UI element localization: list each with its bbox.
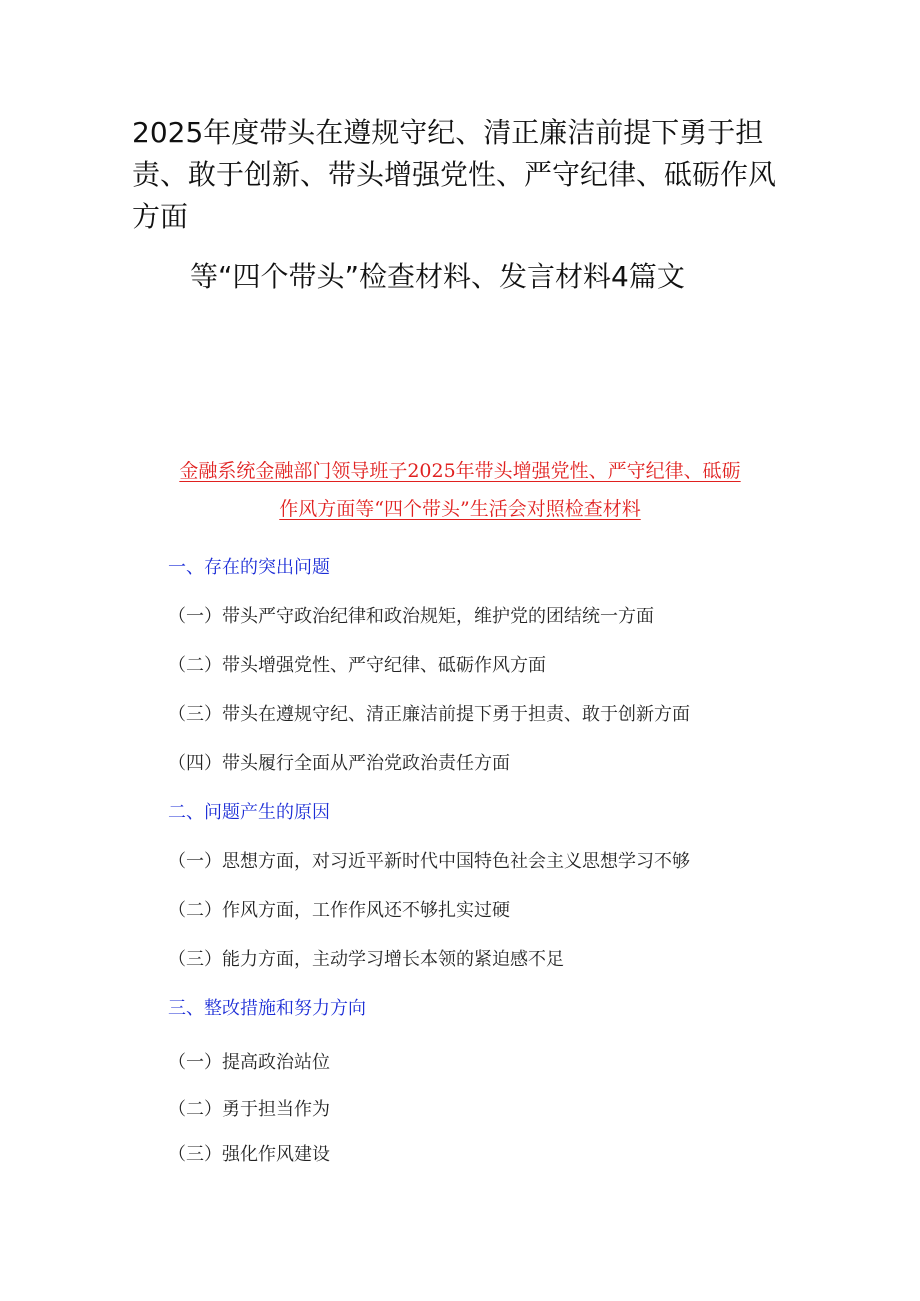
list-item: （四）带头履行全面从严治党政治责任方面 — [168, 753, 510, 774]
list-item: （二）带头增强党性、严守纪律、砥砺作风方面 — [168, 655, 546, 676]
list-item: （一）提高政治站位 — [168, 1052, 330, 1073]
list-item: （三）强化作风建设 — [168, 1144, 330, 1165]
list-item: （一）思想方面，对习近平新时代中国特色社会主义思想学习不够 — [168, 851, 690, 872]
list-item: （一）带头严守政治纪律和政治规矩，维护党的团结统一方面 — [168, 606, 654, 627]
section-heading-2: 二、问题产生的原因 — [168, 802, 330, 823]
list-item: （三）能力方面，主动学习增长本领的紧迫感不足 — [168, 949, 564, 970]
list-item: （三）带头在遵规守纪、清正廉洁前提下勇于担责、敢于创新方面 — [168, 704, 690, 725]
page-title-continuation: 等“四个带头”检查材料、发言材料4篇文 — [190, 260, 685, 293]
document-title-line1: 金融系统金融部门领导班子2025年带头增强党性、严守纪律、砥砺 — [179, 460, 741, 482]
list-item: （二）勇于担当作为 — [168, 1099, 330, 1120]
document-title-line2: 作风方面等“四个带头”生活会对照检查材料 — [279, 498, 641, 520]
document-title — [150, 452, 770, 528]
section-heading-1: 一、存在的突出问题 — [168, 557, 330, 578]
section-heading-3: 三、整改措施和努力方向 — [168, 998, 366, 1019]
list-item: （二）作风方面，工作作风还不够扎实过硬 — [168, 900, 510, 921]
page-title: 2025年度带头在遵规守纪、清正廉洁前提下勇于担责、敢于创新、带头增强党性、严守纪律、砥砺作风方面 — [132, 116, 777, 233]
